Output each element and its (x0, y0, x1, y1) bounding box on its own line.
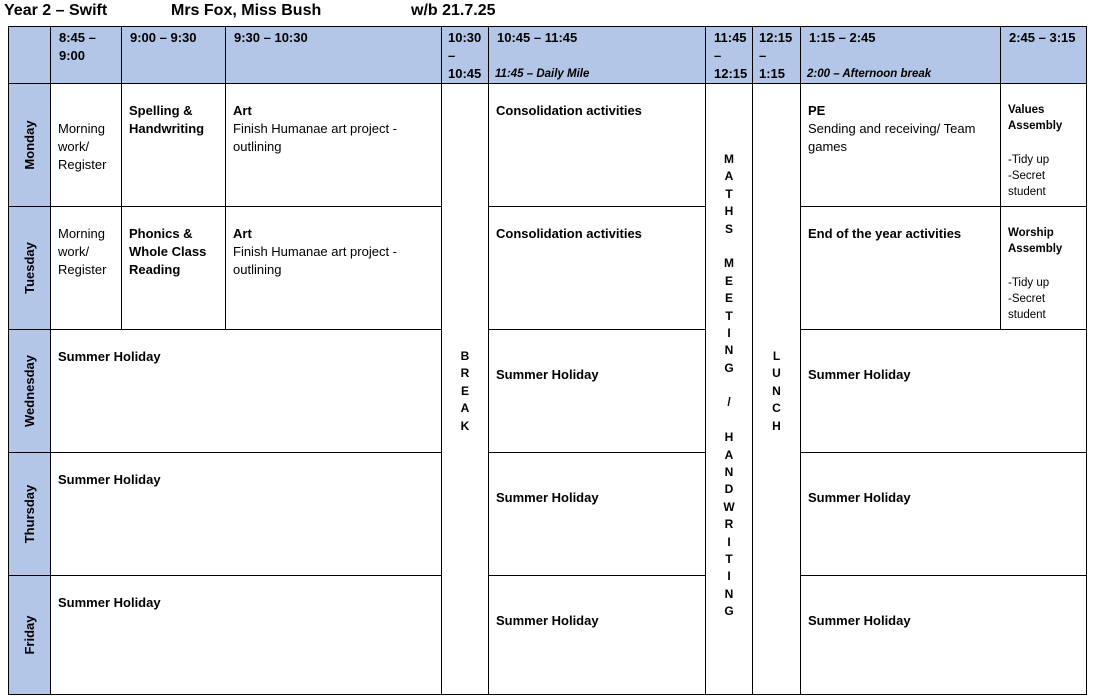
day-label-monday: Monday (9, 84, 51, 207)
time-slot-lunch (753, 27, 801, 84)
afternoon-break-note: 2:00 – Afternoon break (807, 68, 932, 80)
lunch-letter: U (772, 366, 781, 381)
maths-meeting-letter: H (724, 204, 734, 219)
tuesday-phonics: Phonics & Whole Class Reading (122, 207, 226, 330)
time-header-row (9, 27, 1087, 84)
day-label-tuesday: Tuesday (9, 207, 51, 330)
maths-meeting-letter: T (725, 186, 733, 201)
maths-meeting-letter: I (727, 569, 731, 584)
daily-mile-note: 11:45 – Daily Mile (495, 68, 590, 80)
lunch-letter: H (772, 418, 781, 433)
friday-mid-holiday: Summer Holiday (489, 576, 706, 695)
friday-afternoon-holiday: Summer Holiday (801, 576, 1087, 695)
timetable (8, 26, 1087, 695)
time-slot-3: 9:30 – 10:30 (226, 27, 442, 84)
break-start-time: 10:30 (448, 30, 482, 45)
maths-meeting-letter: I (727, 325, 731, 340)
day-label-wednesday: Wednesday (9, 330, 51, 453)
time-slot-end: 2:45 – 3:15 (1001, 27, 1087, 84)
break-dash: – (448, 48, 456, 63)
lunch-letter: L (772, 349, 781, 363)
thursday-morning-holiday: Summer Holiday (51, 453, 442, 576)
lunch-letter: C (772, 401, 781, 416)
maths-start-time: 11:45 (714, 30, 747, 45)
lunch-dash: – (759, 48, 767, 63)
maths-end-time: 12:15 (714, 66, 748, 81)
maths-meeting-letter: T (725, 551, 733, 566)
maths-meeting-letter: S (724, 221, 733, 236)
maths-meeting-letter: N (724, 465, 734, 480)
maths-meeting-letter: E (724, 273, 733, 288)
tuesday-consolidation: Consolidation activities (489, 207, 706, 330)
friday-morning-holiday: Summer Holiday (51, 576, 442, 695)
break-column (442, 84, 489, 695)
day-label-thursday: Thursday (9, 453, 51, 576)
day-row-wednesday (9, 330, 1087, 453)
tuesday-worship-assembly: Worship Assembly -Tidy up -Secret student (1001, 207, 1087, 330)
time-slot-2: 9:00 – 9:30 (122, 27, 226, 84)
thursday-mid-holiday: Summer Holiday (489, 453, 706, 576)
maths-meeting-letter: I (727, 534, 731, 549)
tuesday-end-of-year: End of the year activities (801, 207, 1001, 330)
maths-meeting-letter: A (724, 447, 734, 462)
maths-meeting-letter: / (727, 395, 731, 410)
maths-meeting-letter: N (724, 343, 734, 358)
maths-meeting-column (706, 84, 753, 695)
maths-meeting-letter: T (725, 308, 733, 323)
maths-meeting-letter: R (724, 517, 734, 532)
day-row-friday (9, 576, 1087, 695)
day-row-tuesday (9, 207, 1087, 330)
maths-meeting-letter: A (724, 169, 734, 184)
monday-morning-work: Morning work/ Register (51, 84, 122, 207)
wednesday-afternoon-holiday: Summer Holiday (801, 330, 1087, 453)
break-letter: R (460, 366, 470, 381)
maths-meeting-letter: W (723, 499, 735, 514)
time-slot-maths (706, 27, 753, 84)
monday-spelling: Spelling & Handwriting (122, 84, 226, 207)
break-letter: E (460, 383, 469, 398)
maths-meeting-letter: G (724, 604, 734, 619)
break-letter: A (460, 401, 470, 416)
week-beginning: w/b 21.7.25 (411, 2, 496, 19)
lunch-start-time: 12:15 (759, 30, 793, 45)
maths-meeting-letter: D (724, 482, 734, 497)
time-slot-1: 8:45 – 9:00 (51, 27, 122, 84)
break-letter: K (460, 418, 470, 433)
day-label-friday: Friday (9, 576, 51, 695)
maths-meeting-letter: M (724, 152, 734, 166)
monday-values-assembly: Values Assembly -Tidy up -Secret student (1001, 84, 1087, 207)
day-row-thursday (9, 453, 1087, 576)
maths-meeting-letter: E (724, 291, 733, 306)
corner-cell (9, 27, 51, 84)
monday-art: Art Finish Humanae art project - outlining (226, 84, 442, 207)
wednesday-mid-holiday: Summer Holiday (489, 330, 706, 453)
thursday-afternoon-holiday: Summer Holiday (801, 453, 1087, 576)
class-title: Year 2 – Swift (4, 2, 108, 19)
teacher-names: Mrs Fox, Miss Bush (171, 2, 322, 19)
time-slot-5: 10:45 – 11:45 11:45 – Daily Mile (489, 27, 706, 84)
wednesday-morning-holiday: Summer Holiday (51, 330, 442, 453)
break-end-time: 10:45 (448, 66, 482, 81)
lunch-letter: N (772, 383, 781, 398)
time-slot-afternoon: 1:15 – 2:45 2:00 – Afternoon break (801, 27, 1001, 84)
maths-dash: – (714, 48, 722, 63)
monday-consolidation: Consolidation activities (489, 84, 706, 207)
maths-meeting-letter: H (724, 430, 734, 445)
time-slot-break (442, 27, 489, 84)
monday-pe: PE Sending and receiving/ Team games (801, 84, 1001, 207)
tuesday-art: Art Finish Humanae art project - outlining (226, 207, 442, 330)
maths-meeting-letter: G (724, 360, 734, 375)
maths-meeting-letter: N (724, 586, 734, 601)
lunch-end-time: 1:15 (759, 66, 786, 81)
maths-meeting-letter: M (724, 256, 734, 271)
tuesday-morning-work: Morning work/ Register (51, 207, 122, 330)
day-row-monday (9, 84, 1087, 207)
break-letter: B (460, 349, 470, 363)
lunch-column (753, 84, 801, 695)
